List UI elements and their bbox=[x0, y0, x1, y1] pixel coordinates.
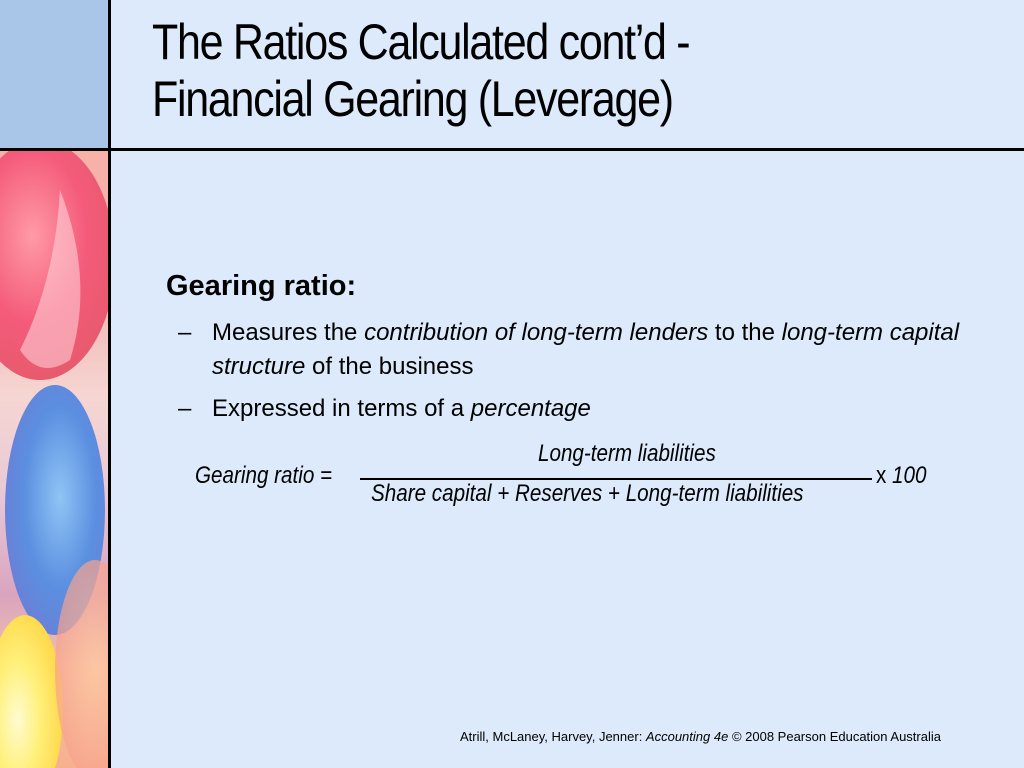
page-title bbox=[152, 14, 892, 128]
section-heading: Gearing ratio: bbox=[166, 270, 357, 302]
formula-numerator: Long-term liabilities bbox=[538, 440, 716, 467]
multiplier-prefix: x bbox=[876, 462, 887, 489]
bullet-dash: – bbox=[178, 319, 192, 346]
title-line-2: Financial Gearing (Leverage) bbox=[152, 71, 673, 127]
text-run-italic: contribution of long-term lenders bbox=[364, 319, 709, 346]
decorative-side-image bbox=[0, 150, 108, 768]
formula-multiplier bbox=[876, 462, 926, 490]
formula-label: Gearing ratio = bbox=[195, 462, 333, 489]
vertical-rule bbox=[108, 0, 111, 768]
title-line-1: The Ratios Calculated cont’d - bbox=[152, 14, 690, 70]
bullet-dash: – bbox=[178, 395, 192, 422]
bullet-text bbox=[212, 392, 972, 426]
footer-authors: Atrill, McLaney, Harvey, Jenner: bbox=[460, 729, 646, 744]
text-run-italic: long-term capital structure bbox=[212, 319, 960, 380]
text-run: of the business bbox=[305, 353, 474, 380]
footer-book-title: Accounting 4e bbox=[645, 729, 729, 744]
text-run: to the bbox=[708, 319, 782, 346]
footer-copyright: © 2008 Pearson Education Australia bbox=[728, 729, 941, 744]
footer-citation bbox=[460, 729, 941, 744]
decorative-shapes bbox=[0, 150, 108, 768]
corner-block bbox=[0, 0, 108, 150]
multiplier-value: 100 bbox=[892, 462, 927, 489]
text-run-italic: percentage bbox=[470, 395, 591, 422]
text-run: Measures the bbox=[212, 319, 365, 346]
text-run: Expressed in terms of a bbox=[212, 395, 471, 422]
formula-denominator: Share capital + Reserves + Long-term liabilities bbox=[371, 480, 804, 507]
horizontal-rule bbox=[0, 148, 1024, 151]
bullet-text bbox=[212, 316, 972, 384]
